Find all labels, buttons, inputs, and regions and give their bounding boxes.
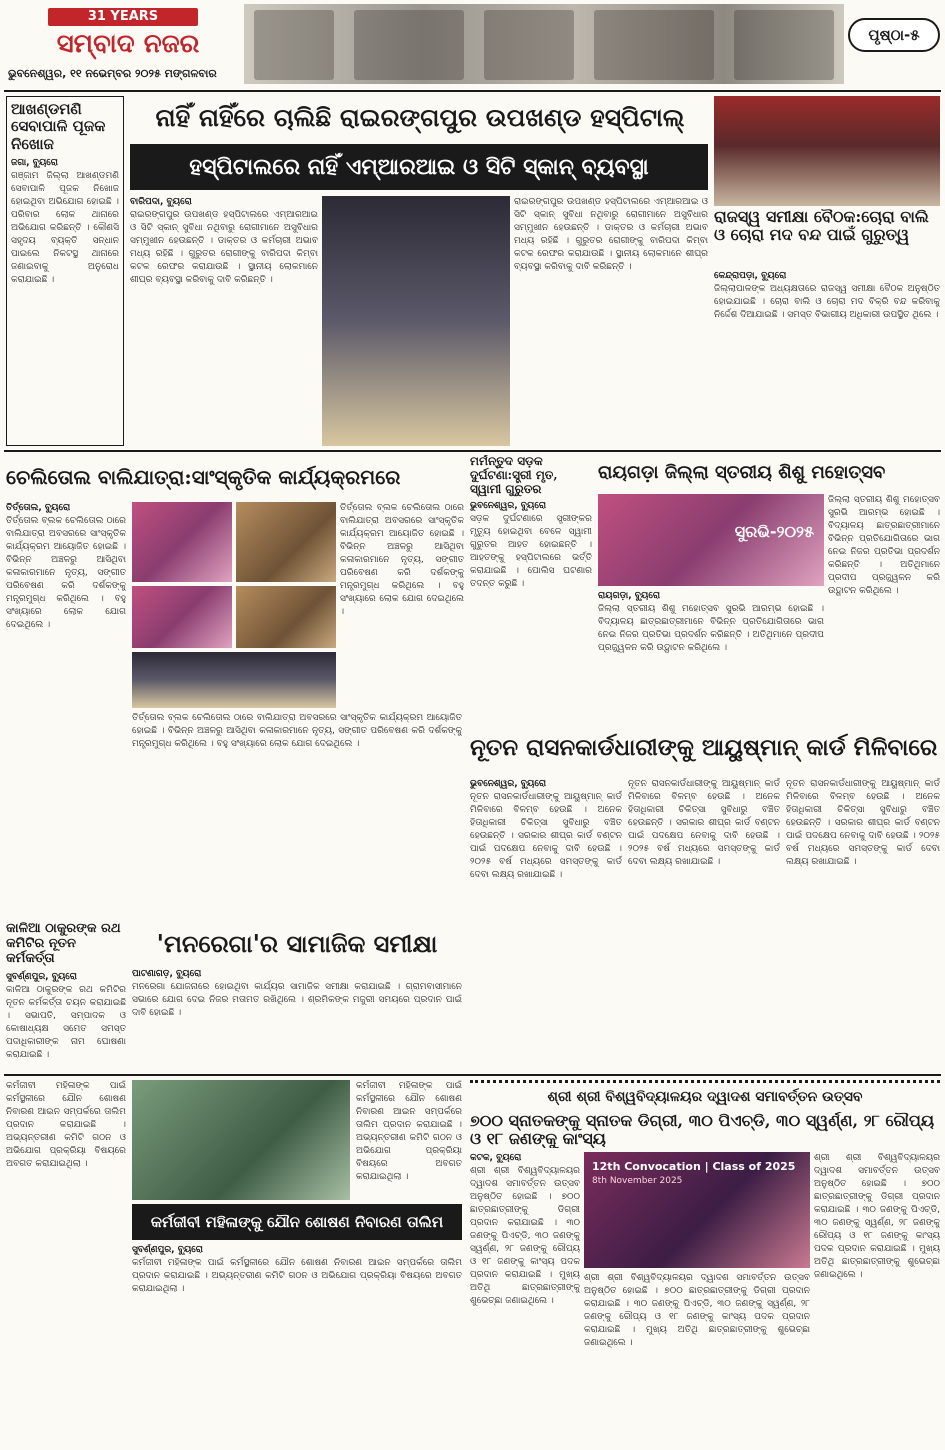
kalia-body: କାଳିଆ ଠାକୁରଙ୍କ ରଥ କମିଟିର ନୂତନ କର୍ମକର୍ତ୍ତା ଚୟନ କରାଯାଇଛି । ସଭାପତି, ସମ୍ପାଦକ ଓ କୋଷାଧ୍ୟକ୍ଷ ସମେତ ସମସ୍ତ ପଦାଧିକାରୀଙ୍କ ନାମ ଘୋଷଣା କରାଯାଇଛି । (6, 984, 126, 1060)
convocation-body: ଶ୍ରୀ ଶ୍ରୀ ବିଶ୍ୱବିଦ୍ୟାଳୟର ଦ୍ୱାଦଶ ସମାବର୍ତ୍ତନ ଉତ୍ସବ ଅନୁଷ୍ଠିତ ହୋଇଛି । ୭୦୦ ଛାତ୍ରଛାତ୍ରୀଙ୍କୁ ଡିଗ୍ରୀ ପ୍ରଦାନ କରାଯାଇଛି । ୩୦ ଜଣଙ୍କୁ ପିଏଚ୍ଡି, ୩୦ ଜଣଙ୍କୁ ସ୍ୱର୍ଣ୍ଣ, ୨୮ ଜଣଙ୍କୁ ରୌପ୍ୟ ଓ ୧୮ ଜଣଙ୍କୁ କାଂସ୍ୟ ପଦକ ପ୍ରଦାନ କରାଯାଇଛି । ମୁଖ୍ୟ ଅତିଥି ଛାତ୍ରଛାତ୍ରୀଙ୍କୁ ଶୁଭେଚ୍ଛା ଜଣାଇଥିଲେ । (470, 1166, 580, 1306)
paper-name: ସମ୍ବାଦ ନଜର (56, 29, 200, 59)
page-number-label: ପୃଷ୍ଠା-୫ (848, 18, 940, 52)
kalia-headline: କାଳିଆ ଠାକୁରଙ୍କ ରଥ କମିଟିର ନୂତନ କର୍ମକର୍ତ୍ତା (6, 922, 121, 966)
surabhi-body-right: ଜିଲ୍ଲା ସ୍ତରୀୟ ଶିଶୁ ମହୋତ୍ସବ ସୁରଭି ଆରମ୍ଭ ହୋଇଛି । ବିଦ୍ୟାଳୟ ଛାତ୍ରଛାତ୍ରୀମାନେ ବିଭିନ୍ନ ପ୍ରତିଯୋଗିତାରେ ଭାଗ ନେଇ ନିଜର ପ୍ରତିଭା ପ୍ରଦର୍ଶନ କରିଛନ୍ତି । ଅତିଥିମାନେ ପ୍ରଦୀପ ପ୍ରଜ୍ଜ୍ୱଳନ କରି ଉଦ୍ଘାଟନ କରିଥିଲେ । (828, 495, 940, 596)
section-rule-2 (4, 1074, 941, 1076)
missing-body: ଗଞ୍ଜାମ ଜିଲ୍ଲା ଆଖଣ୍ଡମଣି ସେବାପାଳି ପୂଜକ ନିଖୋଜ ହୋଇଥିବା ଅଭିଯୋଗ ହୋଇଛି । ପରିବାର ଲୋକ ଥାନାରେ ଅଭିଯୋଗ କରିଛନ୍ତି । କୌଣସି ସହୃଦୟ ବ୍ୟକ୍ତି ସନ୍ଧାନ ପାଇଲେ ନିକଟସ୍ଥ ଥାନାରେ ଜଣାଇବାକୁ ଅନୁରୋଧ କରାଯାଇଛି । (11, 170, 119, 285)
women-byline: ସୁବର୍ଣ୍ଣପୁର, ବ୍ୟୁରୋ (132, 1245, 203, 1255)
ayushman-col-3 (786, 778, 940, 1068)
hospital-photo (322, 196, 510, 446)
revenue-headline: ରାଜସ୍ୱ ସମୀକ୍ଷା ବୈଠକ:ଚୋରା ବାଲି ଓ ଚୋରା ମଦ ବନ୍ଦ ପାଇଁ ଗୁରୁତ୍ୱ (714, 208, 929, 245)
baliyatra-headline: ଚେଲିତୋଲ ବାଲିଯାତ୍ରା:ସାଂସ୍କୃତିକ କାର୍ଯ୍ୟକ୍ରମରେ (6, 465, 401, 489)
surabhi-photo-banner: ସୁରଭି-୨୦୨୫ (734, 522, 814, 541)
ayushman-headline: ନୂତନ ରାସନକାର୍ଡଧାରୀଙ୍କୁ ଆୟୁଷ୍ମାନ୍ କାର୍ଡ ମିଳିବାରେ (470, 734, 938, 761)
baliyatra-body-mid: ତିର୍ତ୍ତୋଲ ବ୍ଲକ ଚେଲିତୋଲ ଠାରେ ବାଲିଯାତ୍ରା ଅବସରରେ ସାଂସ୍କୃତିକ କାର୍ଯ୍ୟକ୍ରମ ଆୟୋଜିତ ହୋଇଛି । ବିଭିନ୍ନ ଅଞ୍ଚଳରୁ ଆସିଥିବା କଳାକାରମାନେ ନୃତ୍ୟ, ସଙ୍ଗୀତ ପରିବେଷଣ କରି ଦର୍ଶକଙ୍କୁ ମନ୍ତ୍ରମୁଗ୍ଧ କରିଥିଲେ । ବହୁ ସଂଖ୍ୟାରେ ଲୋକ ଯୋଗ ଦେଇଥିଲେ । (340, 503, 464, 617)
convocation-photo (584, 1152, 810, 1268)
baliyatra-body: ତିର୍ତ୍ତୋଲ ବ୍ଲକ ଚେଲିତୋଲ ଠାରେ ବାଲିଯାତ୍ରା ଅବସରରେ ସାଂସ୍କୃତିକ କାର୍ଯ୍ୟକ୍ରମ ଆୟୋଜିତ ହୋଇଛି । ବିଭିନ୍ନ ଅଞ୍ଚଳରୁ ଆସିଥିବା କଳାକାରମାନେ ନୃତ୍ୟ, ସଙ୍ଗୀତ ପରିବେଷଣ କରି ଦର୍ଶକଙ୍କୁ ମନ୍ତ୍ରମୁଗ୍ଧ କରିଥିଲେ । ବହୁ ସଂଖ୍ୟାରେ ଲୋକ ଯୋଗ ଦେଇଥିଲେ । (6, 516, 126, 630)
kalia-article (6, 922, 126, 1072)
masthead-logo (8, 8, 240, 64)
surabhi-byline: ରାୟଗଡ଼ା, ବ୍ୟୁରୋ (598, 591, 660, 601)
ayushman-body-3: ନୂତନ ରାସନକାର୍ଡଧାରୀଙ୍କୁ ଆୟୁଷ୍ମାନ୍ କାର୍ଡ ମିଳିବାରେ ବିଳମ୍ବ ହେଉଛି । ଅନେକ ହିତାଧିକାରୀ ଚିକିତ୍ସା ସୁବିଧାରୁ ବଞ୍ଚିତ ହେଉଛନ୍ତି । ସରକାର ଶୀଘ୍ର କାର୍ଡ ବଣ୍ଟନ ପାଇଁ ପଦକ୍ଷେପ ନେବାକୁ ଦାବି ହେଉଛି । ୨୦୨୫ ବର୍ଷ ମଧ୍ୟରେ ସମସ୍ତଙ୍କୁ କାର୍ଡ ଦେବା ଲକ୍ଷ୍ୟ ରଖାଯାଇଛି । (786, 779, 940, 867)
dateline: ଭୁବନେଶ୍ୱର, ୧୧ ନଭେମ୍ବର ୨୦୨୫ ମଙ୍ଗଳବାର (8, 67, 217, 80)
mgnrega-text (132, 968, 462, 1072)
surabhi-photo (598, 494, 824, 586)
convocation-text-left (470, 1152, 580, 1444)
mgnrega-body: ମନରେଗା ଯୋଜନାରେ ହୋଇଥିବା କାର୍ଯ୍ୟର ସାମାଜିକ ସମୀକ୍ଷା କରାଯାଇଛି । ଗ୍ରାମବାସୀମାନେ ସଭାରେ ଯୋଗ ଦେଇ ନିଜର ମତାମତ ରଖିଥିଲେ । ଶ୍ରମିକଙ୍କ ମଜୁରୀ ସମୟରେ ପ୍ରଦାନ ପାଇଁ ଦାବି ହୋଇଛି । (132, 982, 462, 1018)
revenue-text (714, 270, 940, 446)
revenue-byline: କେନ୍ଦ୍ରାପଡ଼ା, ବ୍ୟୁରୋ (714, 271, 787, 281)
accident-article (470, 455, 592, 715)
ayushman-byline: ଭୁବନେଶ୍ୱର, ବ୍ୟୁରୋ (470, 779, 547, 789)
convocation-kicker-rule (470, 1080, 940, 1084)
women-text-right (356, 1080, 462, 1200)
women-text (132, 1244, 462, 1444)
convocation-text-mid (584, 1272, 810, 1444)
masthead-banner-art (244, 4, 844, 84)
surabhi-text (598, 590, 824, 716)
missing-headline: ଆଖଣ୍ଡମଣି ସେବାପାଳି ପୂଜକ ନିଖୋଜ (11, 100, 106, 153)
surabhi-text-right (828, 494, 940, 716)
hospital-body-cont: ରାଇରଙ୍ଗପୁର ଉପଖଣ୍ଡ ହସ୍ପିଟାଲରେ ଏମ୍ଆରଆଇ ଓ ସିଟି ସ୍କାନ୍ ସୁବିଧା ନଥିବାରୁ ରୋଗୀମାନେ ଅସୁବିଧାର ସମ୍ମୁଖୀନ ହେଉଛନ୍ତି । ଡାକ୍ତର ଓ କର୍ମଚାରୀ ଅଭାବ ମଧ୍ୟ ରହିଛି । ଗୁରୁତର ରୋଗୀଙ୍କୁ ବାରିପଦା କିମ୍ବା କଟକ ରେଫର କରାଯାଉଛି । ସ୍ଥାନୀୟ ଲୋକମାନେ ଶୀଘ୍ର ବ୍ୟବସ୍ଥା କରିବାକୁ ଦାବି କରିଛନ୍ତି । (514, 197, 708, 272)
women-text-left (6, 1080, 126, 1444)
baliyatra-photo-3 (132, 586, 232, 648)
baliyatra-text-mid (340, 502, 464, 710)
convocation-kicker: ଶ୍ରୀ ଶ୍ରୀ ବିଶ୍ୱବିଦ୍ୟାଳୟର ଦ୍ୱାଦଶ ସମାବର୍ତ୍ତନ ଉତ୍ସବ (547, 1089, 863, 1105)
years-badge: 31 YEARS (48, 8, 198, 26)
baliyatra-photo-2 (236, 502, 336, 582)
convocation-photo-date: 8th November 2025 (592, 1176, 683, 1186)
baliyatra-text-bottom (132, 712, 462, 917)
mgnrega-byline: ପାଟଣାଗଡ଼, ବ୍ୟୁରୋ (132, 969, 202, 979)
women-body-right: କର୍ମଜୀବୀ ମହିଳାଙ୍କ ପାଇଁ କର୍ମସ୍ଥଳୀରେ ଯୌନ ଶୋଷଣ ନିବାରଣ ଆଇନ ସମ୍ପର୍କରେ ତାଲିମ ପ୍ରଦାନ କରାଯାଇଛି । ଅଭ୍ୟନ୍ତରୀଣ କମିଟି ଗଠନ ଓ ଅଭିଯୋଗ ପ୍ରକ୍ରିୟା ବିଷୟରେ ଅବଗତ କରାଯାଇଥିଲା । (356, 1081, 462, 1182)
hospital-byline: ବାରିପଦା, ବ୍ୟୁରୋ (130, 197, 192, 207)
convocation-text-right (814, 1152, 940, 1444)
accident-byline: ଭୁବନେଶ୍ୱର, ବ୍ୟୁରୋ (470, 501, 547, 512)
accident-headline: ମର୍ମନ୍ତୁଦ ସଡ଼କ ଦୁର୍ଘଟଣା:ସ୍ତ୍ରୀ ମୃତ, ସ୍ୱାମୀ ଗୁରୁତର (470, 455, 558, 496)
missing-byline: ଜଗା, ବ୍ୟୁରୋ (11, 157, 58, 168)
hospital-text-right (514, 196, 708, 446)
ayushman-body: ନୂତନ ରାସନକାର୍ଡଧାରୀଙ୍କୁ ଆୟୁଷ୍ମାନ୍ କାର୍ଡ ମିଳିବାରେ ବିଳମ୍ବ ହେଉଛି । ଅନେକ ହିତାଧିକାରୀ ଚିକିତ୍ସା ସୁବିଧାରୁ ବଞ୍ଚିତ ହେଉଛନ୍ତି । ସରକାର ଶୀଘ୍ର କାର୍ଡ ବଣ୍ଟନ ପାଇଁ ପଦକ୍ଷେପ ନେବାକୁ ଦାବି ହେଉଛି । ୨୦୨୫ ବର୍ଷ ମଧ୍ୟରେ ସମସ୍ତଙ୍କୁ କାର୍ଡ ଦେବା ଲକ୍ଷ୍ୟ ରଖାଯାଇଛି । (470, 792, 622, 880)
women-photo (132, 1080, 350, 1200)
baliyatra-photo-5 (132, 652, 336, 708)
convocation-headline: ୭୦୦ ସ୍ନାତକଙ୍କୁ ସ୍ନାତକ ଡିଗ୍ରୀ, ୩୦ ପିଏଚ୍ଡି, ୩୦ ସ୍ୱର୍ଣ୍ଣ, ୨୮ ରୌପ୍ୟ ଓ ୧୮ ଜଣଙ୍କୁ କାଂସ୍ୟ (470, 1112, 935, 1148)
ayushman-body-2: ନୂତନ ରାସନକାର୍ଡଧାରୀଙ୍କୁ ଆୟୁଷ୍ମାନ୍ କାର୍ଡ ମିଳିବାରେ ବିଳମ୍ବ ହେଉଛି । ଅନେକ ହିତାଧିକାରୀ ଚିକିତ୍ସା ସୁବିଧାରୁ ବଞ୍ଚିତ ହେଉଛନ୍ତି । ସରକାର ଶୀଘ୍ର କାର୍ଡ ବଣ୍ଟନ ପାଇଁ ପଦକ୍ଷେପ ନେବାକୁ ଦାବି ହେଉଛି । ୨୦୨୫ ବର୍ଷ ମଧ୍ୟରେ ସମସ୍ତଙ୍କୁ କାର୍ଡ ଦେବା ଲକ୍ଷ୍ୟ ରଖାଯାଇଛି । (628, 779, 780, 867)
women-body: କର୍ମଜୀବୀ ମହିଳାଙ୍କ ପାଇଁ କର୍ମସ୍ଥଳୀରେ ଯୌନ ଶୋଷଣ ନିବାରଣ ଆଇନ ସମ୍ପର୍କରେ ତାଲିମ ପ୍ରଦାନ କରାଯାଇଛି । ଅଭ୍ୟନ୍ତରୀଣ କମିଟି ଗଠନ ଓ ଅଭିଯୋଗ ପ୍ରକ୍ରିୟା ବିଷୟରେ ଅବଗତ କରାଯାଇଥିଲା । (132, 1258, 462, 1294)
surabhi-headline: ରାୟଗଡ଼ା ଜିଲ୍ଲା ସ୍ତରୀୟ ଶିଶୁ ମହୋତ୍ସବ (598, 462, 886, 483)
ayushman-col-2 (628, 778, 780, 1068)
convocation-body-right: ଶ୍ରୀ ଶ୍ରୀ ବିଶ୍ୱବିଦ୍ୟାଳୟର ଦ୍ୱାଦଶ ସମାବର୍ତ୍ତନ ଉତ୍ସବ ଅନୁଷ୍ଠିତ ହୋଇଛି । ୭୦୦ ଛାତ୍ରଛାତ୍ରୀଙ୍କୁ ଡିଗ୍ରୀ ପ୍ରଦାନ କରାଯାଇଛି । ୩୦ ଜଣଙ୍କୁ ପିଏଚ୍ଡି, ୩୦ ଜଣଙ୍କୁ ସ୍ୱର୍ଣ୍ଣ, ୨୮ ଜଣଙ୍କୁ ରୌପ୍ୟ ଓ ୧୮ ଜଣଙ୍କୁ କାଂସ୍ୟ ପଦକ ପ୍ରଦାନ କରାଯାଇଛି । ମୁଖ୍ୟ ଅତିଥି ଛାତ୍ରଛାତ୍ରୀଙ୍କୁ ଶୁଭେଚ୍ଛା ଜଣାଇଥିଲେ । (814, 1153, 940, 1280)
women-body-left: କର୍ମଜୀବୀ ମହିଳାଙ୍କ ପାଇଁ କର୍ମସ୍ଥଳୀରେ ଯୌନ ଶୋଷଣ ନିବାରଣ ଆଇନ ସମ୍ପର୍କରେ ତାଲିମ ପ୍ରଦାନ କରାଯାଇଛି । ଅଭ୍ୟନ୍ତରୀଣ କମିଟି ଗଠନ ଓ ଅଭିଯୋଗ ପ୍ରକ୍ରିୟା ବିଷୟରେ ଅବଗତ କରାଯାଇଥିଲା । (6, 1081, 126, 1169)
convocation-byline: କଟକ, ବ୍ୟୁରୋ (470, 1153, 522, 1163)
baliyatra-byline: ତିର୍ତ୍ତୋଲ, ବ୍ୟୁରୋ (6, 503, 71, 513)
convocation-body-mid: ଶ୍ରୀ ଶ୍ରୀ ବିଶ୍ୱବିଦ୍ୟାଳୟର ଦ୍ୱାଦଶ ସମାବର୍ତ୍ତନ ଉତ୍ସବ ଅନୁଷ୍ଠିତ ହୋଇଛି । ୭୦୦ ଛାତ୍ରଛାତ୍ରୀଙ୍କୁ ଡିଗ୍ରୀ ପ୍ରଦାନ କରାଯାଇଛି । ୩୦ ଜଣଙ୍କୁ ପିଏଚ୍ଡି, ୩୦ ଜଣଙ୍କୁ ସ୍ୱର୍ଣ୍ଣ, ୨୮ ଜଣଙ୍କୁ ରୌପ୍ୟ ଓ ୧୮ ଜଣଙ୍କୁ କାଂସ୍ୟ ପଦକ ପ୍ରଦାନ କରାଯାଇଛି । ମୁଖ୍ୟ ଅତିଥି ଛାତ୍ରଛାତ୍ରୀଙ୍କୁ ଶୁଭେଚ୍ଛା ଜଣାଇଥିଲେ । (584, 1273, 810, 1348)
hospital-text-left (130, 196, 318, 446)
ayushman-col-1 (470, 778, 622, 1068)
surabhi-body: ଜିଲ୍ଲା ସ୍ତରୀୟ ଶିଶୁ ମହୋତ୍ସବ ସୁରଭି ଆରମ୍ଭ ହୋଇଛି । ବିଦ୍ୟାଳୟ ଛାତ୍ରଛାତ୍ରୀମାନେ ବିଭିନ୍ନ ପ୍ରତିଯୋଗିତାରେ ଭାଗ ନେଇ ନିଜର ପ୍ରତିଭା ପ୍ରଦର୍ଶନ କରିଛନ୍ତି । ଅତିଥିମାନେ ପ୍ରଦୀପ ପ୍ରଜ୍ଜ୍ୱଳନ କରି ଉଦ୍ଘାଟନ କରିଥିଲେ । (598, 604, 824, 653)
missing-article (6, 96, 124, 446)
baliyatra-photo-4 (236, 586, 336, 648)
baliyatra-body-cont: ତିର୍ତ୍ତୋଲ ବ୍ଲକ ଚେଲିତୋଲ ଠାରେ ବାଲିଯାତ୍ରା ଅବସରରେ ସାଂସ୍କୃତିକ କାର୍ଯ୍ୟକ୍ରମ ଆୟୋଜିତ ହୋଇଛି । ବିଭିନ୍ନ ଅଞ୍ଚଳରୁ ଆସିଥିବା କଳାକାରମାନେ ନୃତ୍ୟ, ସଙ୍ଗୀତ ପରିବେଷଣ କରି ଦର୍ଶକଙ୍କୁ ମନ୍ତ୍ରମୁଗ୍ଧ କରିଥିଲେ । ବହୁ ସଂଖ୍ୟାରେ ଲୋକ ଯୋଗ ଦେଇଥିଲେ । (132, 713, 462, 749)
women-headline: କର୍ମଜୀବୀ ମହିଳାଙ୍କୁ ଯୌନ ଶୋଷଣ ନିବାରଣ ତାଲିମ (132, 1204, 462, 1240)
baliyatra-text-left (6, 502, 126, 917)
masthead-rule (4, 90, 941, 92)
accident-body: ସଡ଼କ ଦୁର୍ଘଟଣାରେ ସ୍ତ୍ରୀଙ୍କର ମୃତ୍ୟୁ ହୋଇଥିବା ବେଳେ ସ୍ୱାମୀ ଗୁରୁତର ଆହତ ହୋଇଛନ୍ତି । ଆହତଙ୍କୁ ହସ୍ପିଟାଲରେ ଭର୍ତ୍ତି କରାଯାଇଛି । ପୋଲିସ ଘଟଣାର ତଦନ୍ତ କରୁଛି । (470, 514, 592, 590)
revenue-body: ଜିଲ୍ଲାପାଳଙ୍କ ଅଧ୍ୟକ୍ଷତାରେ ରାଜସ୍ୱ ସମୀକ୍ଷା ବୈଠକ ଅନୁଷ୍ଠିତ ହୋଇଯାଇଛି । ଚୋରା ବାଲି ଓ ଚୋରା ମଦ ବିକ୍ରି ବନ୍ଦ କରିବାକୁ ନିର୍ଦ୍ଦେଶ ଦିଆଯାଇଛି । ସମସ୍ତ ବିଭାଗୀୟ ଅଧିକାରୀ ଉପସ୍ଥିତ ଥିଲେ । (714, 284, 940, 320)
hospital-headline: ନାହିଁ ନାହିଁରେ ଚାଲିଛି ରାଇରଙ୍ଗପୁର ଉପଖଣ୍ଡ ହସ୍ପିଟାଲ୍ (155, 103, 685, 132)
hospital-body: ରାଇରଙ୍ଗପୁର ଉପଖଣ୍ଡ ହସ୍ପିଟାଲରେ ଏମ୍ଆରଆଇ ଓ ସିଟି ସ୍କାନ୍ ସୁବିଧା ନଥିବାରୁ ରୋଗୀମାନେ ଅସୁବିଧାର ସମ୍ମୁଖୀନ ହେଉଛନ୍ତି । ଡାକ୍ତର ଓ କର୍ମଚାରୀ ଅଭାବ ମଧ୍ୟ ରହିଛି । ଗୁରୁତର ରୋଗୀଙ୍କୁ ବାରିପଦା କିମ୍ବା କଟକ ରେଫର କରାଯାଉଛି । ସ୍ଥାନୀୟ ଲୋକମାନେ ଶୀଘ୍ର ବ୍ୟବସ୍ଥା କରିବାକୁ ଦାବି କରିଛନ୍ତି । (130, 210, 318, 285)
section-rule-1 (4, 450, 941, 452)
convocation-photo-banner: 12th Convocation | Class of 2025 (592, 1160, 796, 1173)
kalia-byline: ସୁବର୍ଣ୍ଣପୁର, ବ୍ୟୁରୋ (6, 971, 77, 982)
revenue-photo (714, 96, 940, 206)
baliyatra-photo-1 (132, 502, 232, 582)
mgnrega-headline: 'ମନରେଗା'ର ସାମାଜିକ ସମୀକ୍ଷା (156, 929, 438, 958)
hospital-subheadline: ହସ୍ପିଟାଲରେ ନାହିଁ ଏମ୍ଆରଆଇ ଓ ସିଟି ସ୍କାନ୍ ବ୍ୟବସ୍ଥା (130, 144, 708, 190)
